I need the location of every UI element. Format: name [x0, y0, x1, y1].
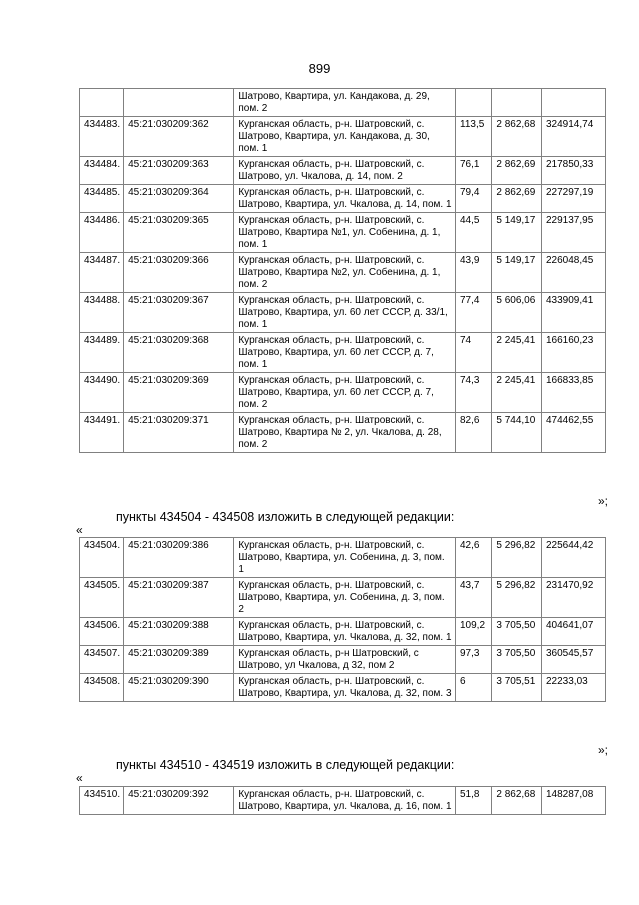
cadastral-number-cell: 45:21:030209:363 — [124, 157, 234, 185]
table-row — [80, 157, 606, 185]
area-cell: 43,7 — [456, 578, 492, 618]
registry-table-3 — [79, 786, 606, 815]
area-cell: 79,4 — [456, 185, 492, 213]
address-cell: Курганская область, р-н. Шатровский, с. Шатрово, Квартира, ул. 60 лет СССР, д. 7, пом. 2 — [234, 373, 456, 413]
page-number: 899 — [308, 61, 331, 76]
area-cell: 43,9 — [456, 253, 492, 293]
table-row — [80, 578, 606, 618]
unit-price-cell: 5 149,17 — [492, 253, 542, 293]
item-number-cell: 434489. — [80, 333, 124, 373]
cadastral-number-cell: 45:21:030209:369 — [124, 373, 234, 413]
area-cell: 74,3 — [456, 373, 492, 413]
area-cell: 109,2 — [456, 618, 492, 646]
item-number-cell: 434490. — [80, 373, 124, 413]
item-number-cell: 434491. — [80, 413, 124, 453]
address-cell: Курганская область, р-н. Шатровский, с. Шатрово, Квартира, ул. Собенина, д. 3, пом. 1 — [234, 538, 456, 578]
total-value-cell: 324914,74 — [541, 117, 605, 157]
registry-table-1 — [79, 88, 606, 453]
cadastral-number-cell: 45:21:030209:388 — [124, 618, 234, 646]
cadastral-number-cell: 45:21:030209:371 — [124, 413, 234, 453]
unit-price-cell: 5 149,17 — [492, 213, 542, 253]
registry-table-2 — [79, 537, 606, 702]
table-row — [80, 253, 606, 293]
unit-price-cell: 5 296,82 — [492, 538, 542, 578]
table-row — [80, 293, 606, 333]
item-number-cell: 434488. — [80, 293, 124, 333]
table-row — [80, 413, 606, 453]
item-number-cell: 434505. — [80, 578, 124, 618]
area-cell: 74 — [456, 333, 492, 373]
opening-quote: « — [76, 771, 83, 785]
table-row — [80, 646, 606, 674]
area-cell: 113,5 — [456, 117, 492, 157]
total-value-cell: 217850,33 — [541, 157, 605, 185]
address-cell: Курганская область, р-н. Шатровский, с. Шатрово, Квартира, ул. Чкалова, д. 16, пом. 1 — [234, 787, 456, 815]
cadastral-number-cell: 45:21:030209:392 — [124, 787, 234, 815]
area-cell: 6 — [456, 674, 492, 702]
unit-price-cell: 2 862,69 — [492, 185, 542, 213]
area-cell: 51,8 — [456, 787, 492, 815]
total-value-cell: 360545,57 — [541, 646, 605, 674]
item-number-cell: 434504. — [80, 538, 124, 578]
cadastral-number-cell: 45:21:030209:364 — [124, 185, 234, 213]
unit-price-cell: 2 862,68 — [492, 117, 542, 157]
area-cell: 44,5 — [456, 213, 492, 253]
unit-price-cell: 5 296,82 — [492, 578, 542, 618]
total-value-cell: 225644,42 — [541, 538, 605, 578]
address-cell: Шатрово, Квартира, ул. Кандакова, д. 29, пом. 2 — [234, 89, 456, 117]
area-cell: 77,4 — [456, 293, 492, 333]
total-value-cell — [541, 89, 605, 117]
amendment-paragraph: пункты 434504 - 434508 изложить в следующей редакции: — [116, 510, 455, 524]
table-row — [80, 538, 606, 578]
unit-price-cell: 3 705,51 — [492, 674, 542, 702]
cadastral-number-cell: 45:21:030209:365 — [124, 213, 234, 253]
total-value-cell: 148287,08 — [541, 787, 605, 815]
address-cell: Курганская область, р-н. Шатровский, с. Шатрово, Квартира № 2, ул. Чкалова, д. 28, пом. 2 — [234, 413, 456, 453]
cadastral-number-cell: 45:21:030209:366 — [124, 253, 234, 293]
table-row — [80, 787, 606, 815]
table-row — [80, 213, 606, 253]
total-value-cell: 166160,23 — [541, 333, 605, 373]
total-value-cell: 227297,19 — [541, 185, 605, 213]
item-number-cell: 434483. — [80, 117, 124, 157]
table-row — [80, 373, 606, 413]
area-cell — [456, 89, 492, 117]
closing-quote: »; — [597, 494, 608, 508]
address-cell: Курганская область, р-н. Шатровский, с. Шатрово, Квартира, ул. 60 лет СССР, д. 33/1, пом. 1 — [234, 293, 456, 333]
cadastral-number-cell — [124, 89, 234, 117]
unit-price-cell: 3 705,50 — [492, 646, 542, 674]
total-value-cell: 229137,95 — [541, 213, 605, 253]
cadastral-number-cell: 45:21:030209:386 — [124, 538, 234, 578]
item-number-cell: 434487. — [80, 253, 124, 293]
item-number-cell: 434510. — [80, 787, 124, 815]
item-number-cell: 434506. — [80, 618, 124, 646]
opening-quote: « — [76, 523, 83, 537]
table-row — [80, 674, 606, 702]
total-value-cell: 404641,07 — [541, 618, 605, 646]
amendment-paragraph: пункты 434510 - 434519 изложить в следующей редакции: — [116, 758, 455, 772]
total-value-cell: 166833,85 — [541, 373, 605, 413]
unit-price-cell: 2 245,41 — [492, 333, 542, 373]
unit-price-cell: 5 606,06 — [492, 293, 542, 333]
address-cell: Курганская область, р-н. Шатровский, с. Шатрово, Квартира №1, ул. Собенина, д. 1, пом. 1 — [234, 213, 456, 253]
area-cell: 76,1 — [456, 157, 492, 185]
item-number-cell: 434507. — [80, 646, 124, 674]
unit-price-cell: 5 744,10 — [492, 413, 542, 453]
address-cell: Курганская область, р-н. Шатровский, с. Шатрово, ул. Чкалова, д. 14, пом. 2 — [234, 157, 456, 185]
cadastral-number-cell: 45:21:030209:387 — [124, 578, 234, 618]
address-cell: Курганская область, р-н. Шатровский, с. Шатрово, Квартира №2, ул. Собенина, д. 1, пом. 2 — [234, 253, 456, 293]
unit-price-cell: 2 862,68 — [492, 787, 542, 815]
item-number-cell: 434508. — [80, 674, 124, 702]
area-cell: 97,3 — [456, 646, 492, 674]
address-cell: Курганская область, р-н. Шатровский, с. Шатрово, Квартира, ул. Чкалова, д. 32, пом. 3 — [234, 674, 456, 702]
cadastral-number-cell: 45:21:030209:389 — [124, 646, 234, 674]
total-value-cell: 22233,03 — [541, 674, 605, 702]
closing-quote: »; — [597, 743, 608, 757]
table-row — [80, 618, 606, 646]
cadastral-number-cell: 45:21:030209:362 — [124, 117, 234, 157]
address-cell: Курганская область, р-н. Шатровский, с. Шатрово, Квартира, ул. Кандакова, д. 30, пом. 1 — [234, 117, 456, 157]
unit-price-cell: 2 862,69 — [492, 157, 542, 185]
table-row — [80, 333, 606, 373]
item-number-cell: 434485. — [80, 185, 124, 213]
area-cell: 82,6 — [456, 413, 492, 453]
area-cell: 42,6 — [456, 538, 492, 578]
address-cell: Курганская область, р-н. Шатровский, с. Шатрово, Квартира, ул. Собенина, д. 3, пом. 2 — [234, 578, 456, 618]
item-number-cell: 434484. — [80, 157, 124, 185]
table-row — [80, 185, 606, 213]
total-value-cell: 474462,55 — [541, 413, 605, 453]
total-value-cell: 226048,45 — [541, 253, 605, 293]
item-number-cell: 434486. — [80, 213, 124, 253]
item-number-cell — [80, 89, 124, 117]
table-row — [80, 89, 606, 117]
address-cell: Курганская область, р-н. Шатровский, с. Шатрово, Квартира, ул. 60 лет СССР, д. 7, пом. 1 — [234, 333, 456, 373]
total-value-cell: 433909,41 — [541, 293, 605, 333]
address-cell: Курганская область, р-н. Шатровский, с. Шатрово, Квартира, ул. Чкалова, д. 14, пом. 1 — [234, 185, 456, 213]
unit-price-cell — [492, 89, 542, 117]
cadastral-number-cell: 45:21:030209:368 — [124, 333, 234, 373]
unit-price-cell: 3 705,50 — [492, 618, 542, 646]
total-value-cell: 231470,92 — [541, 578, 605, 618]
address-cell: Курганская область, р-н. Шатровский, с. Шатрово, Квартира, ул. Чкалова, д. 32, пом. 1 — [234, 618, 456, 646]
cadastral-number-cell: 45:21:030209:390 — [124, 674, 234, 702]
unit-price-cell: 2 245,41 — [492, 373, 542, 413]
table-row — [80, 117, 606, 157]
address-cell: Курганская область, р-н Шатровский, с Шатрово, ул Чкалова, д 32, пом 2 — [234, 646, 456, 674]
cadastral-number-cell: 45:21:030209:367 — [124, 293, 234, 333]
